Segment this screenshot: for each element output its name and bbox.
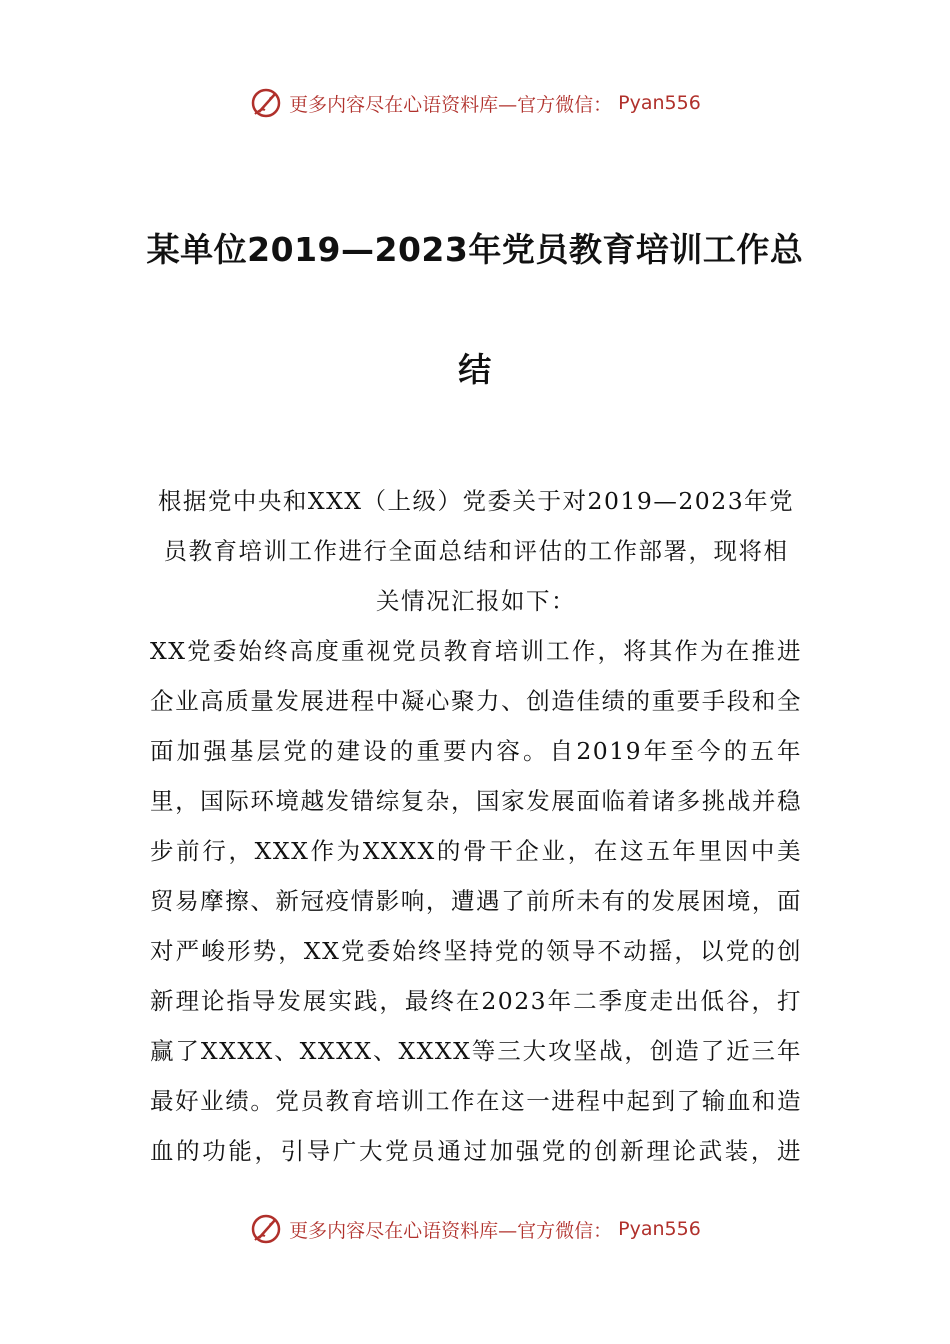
header-watermark — [0, 86, 950, 120]
document-title: 某单位2019—2023年党员教育培训工作总 — [146, 230, 804, 269]
watermark-text: 更多内容尽在心语资料库—官方微信： — [289, 93, 613, 116]
watermark-contact: Pyan556 — [618, 1218, 701, 1240]
intro-paragraph: 根据党中央和XXX（上级）党委关于对2019—2023年党员教育培训工作进行全面总结和评估的工作部署，现将相关情况汇报如下： — [157, 487, 795, 615]
quill-logo-icon — [249, 1212, 283, 1246]
footer-watermark — [0, 1212, 950, 1246]
document-body — [150, 476, 802, 1176]
quill-logo-icon — [249, 86, 283, 120]
document-title-continued: 结 — [458, 350, 492, 389]
watermark-text: 更多内容尽在心语资料库—官方微信： — [289, 1219, 613, 1242]
watermark-contact: Pyan556 — [618, 92, 701, 114]
body-paragraph: XX党委始终高度重视党员教育培训工作，将其作为在推进企业高质量发展进程中凝心聚力、创造佳绩的重要手段和全面加强基层党的建设的重要内容。自2019年至今的五年里，国际环境越发错综复杂，国家发展面临着诸多挑战并稳步前行，XXX作为XXXX的骨干企业，在这五年里因中美贸易摩擦、新冠疫情影响，遭遇了前所未有的发展困境，面对严峻形势，XX党委始终坚持党的领导不动摇，以党的创新理论指导发展实践，最终在2023年二季度走出低谷，打赢了XXXX、XXXX、XXXX等三大攻坚战，创造了近三年最好业绩。党员教育培训工作在这一进程中起到了输血和造血的功能，引导广大党员通过加强党的创新理论武装，进 — [150, 637, 802, 1165]
